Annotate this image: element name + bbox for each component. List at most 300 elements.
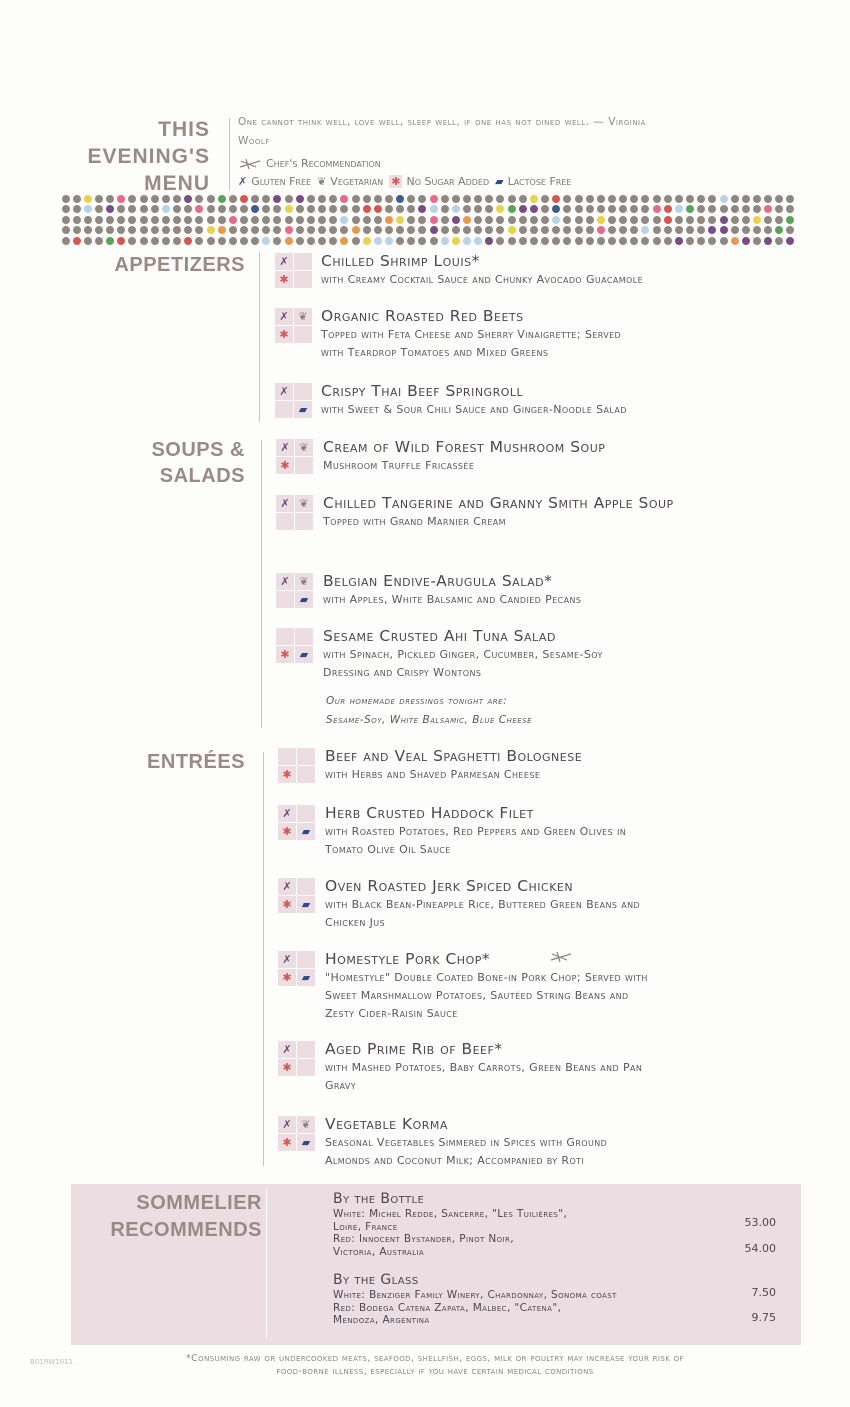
banner-dot — [140, 205, 148, 213]
wine-line: Mendoza, Argentina — [333, 1314, 430, 1326]
banner-dot — [151, 216, 159, 224]
banner-dot — [195, 216, 203, 224]
leaf-icon: ❦ — [295, 439, 313, 456]
wine-heading: By the Bottle — [333, 1191, 425, 1207]
no-sugar-icon: ✱ — [391, 175, 401, 188]
banner-dot — [530, 205, 538, 213]
chef-star-icon — [238, 158, 262, 170]
banner-dot — [117, 216, 125, 224]
wheat-icon: ✗ — [278, 1041, 296, 1058]
banner-dot — [452, 195, 460, 203]
banner-dot — [418, 226, 426, 234]
banner-dot — [173, 195, 181, 203]
banner-dot — [508, 205, 516, 213]
banner-dot — [597, 205, 605, 213]
note-line: Sesame-Soy, White Balsamic, Blue Cheese — [326, 714, 533, 726]
banner-dot — [697, 237, 705, 245]
banner-dot — [106, 195, 114, 203]
menu-item-name: Chilled Tangerine and Granny Smith Apple Soup — [323, 494, 674, 512]
banner-dot — [653, 195, 661, 203]
banner-dot — [731, 216, 739, 224]
wheat-icon: ✗ — [278, 878, 296, 895]
banner-dot — [575, 216, 583, 224]
menu-item-description: with Spinach, Pickled Ginger, Cucumber, Sesame-Soy — [323, 648, 603, 661]
sommelier-title-line: RECOMMENDS — [110, 1219, 262, 1241]
icon-cell — [295, 513, 313, 530]
banner-dot — [396, 205, 404, 213]
banner-dot — [352, 195, 360, 203]
banner-dot — [128, 226, 136, 234]
banner-dot — [285, 237, 293, 245]
banner-dot — [664, 226, 672, 234]
banner-dot — [396, 216, 404, 224]
wine-line: Victoria, Australia — [333, 1245, 425, 1258]
diet-icons — [278, 951, 316, 987]
banner-dot — [218, 216, 226, 224]
banner-dot — [296, 205, 304, 213]
banner-dot — [251, 216, 259, 224]
banner-dot — [552, 205, 560, 213]
banner-dot — [207, 226, 215, 234]
menu-item-description: with Mashed Potatoes, Baby Carrots, Green Beans and Pan — [325, 1061, 643, 1074]
banner-dot — [742, 195, 750, 203]
banner-dot — [575, 226, 583, 234]
banner-dot — [418, 216, 426, 224]
menu-title — [87, 116, 210, 197]
sommelier-divider — [266, 1188, 267, 1338]
banner-dot — [619, 205, 627, 213]
icon-cell — [297, 805, 315, 822]
banner-dot — [519, 237, 527, 245]
menu-item-name: Crispy Thai Beef Springroll — [321, 382, 524, 400]
banner-dot — [753, 216, 761, 224]
menu-item-description: Tomato Olive Oil Sauce — [325, 843, 451, 856]
banner-dot — [686, 205, 694, 213]
banner-dot — [697, 195, 705, 203]
wine-glass-group — [333, 1271, 617, 1327]
banner-dot — [407, 195, 415, 203]
banner-dot — [485, 195, 493, 203]
banner-dot — [62, 205, 70, 213]
banner-dot — [307, 195, 315, 203]
sommelier-title-line: SOMMELIER — [136, 1192, 262, 1214]
wine-line: Red: Bodega Catena Zapata, Malbec, "Catena", — [333, 1301, 562, 1314]
banner-dot — [95, 216, 103, 224]
banner-dot — [352, 237, 360, 245]
wine-line: Red: Innocent Bystander, Pinot Noir, — [333, 1233, 515, 1245]
banner-dot — [363, 216, 371, 224]
diet-icons — [275, 383, 313, 419]
banner-dot — [84, 237, 92, 245]
banner-dot — [207, 216, 215, 224]
icon-cell — [295, 457, 313, 474]
banner-dot — [463, 237, 471, 245]
banner-dot — [664, 205, 672, 213]
banner-dot — [340, 205, 348, 213]
banner-dot — [340, 195, 348, 203]
banner-dot — [463, 216, 471, 224]
banner-dot — [73, 216, 81, 224]
banner-dot — [151, 226, 159, 234]
banner-dot — [720, 205, 728, 213]
banner-dot — [563, 216, 571, 224]
banner-dot — [140, 237, 148, 245]
banner-dot — [95, 205, 103, 213]
menu-item-description: with Apples, White Balsamic and Candied Pecans — [323, 593, 582, 606]
wine-price: 9.75 — [751, 1311, 776, 1324]
banner-dot — [117, 205, 125, 213]
banner-dot — [173, 237, 181, 245]
banner-dot — [575, 237, 583, 245]
menu-item — [325, 876, 795, 932]
banner-dot — [430, 216, 438, 224]
banner-dot — [530, 195, 538, 203]
menu-item — [321, 251, 791, 289]
banner-dot — [207, 205, 215, 213]
banner-dot — [686, 237, 694, 245]
menu-item-name: Homestyle Pork Chop* — [325, 950, 491, 968]
banner-dot — [630, 195, 638, 203]
banner-dot — [496, 195, 504, 203]
banner-dot — [742, 226, 750, 234]
banner-dot — [162, 216, 170, 224]
banner-dot — [307, 216, 315, 224]
banner-dot — [441, 216, 449, 224]
banner-dot — [418, 205, 426, 213]
footer-disclaimer — [90, 1352, 780, 1378]
banner-dot — [563, 205, 571, 213]
chef-star-icon — [549, 951, 573, 963]
banner-dot — [441, 226, 449, 234]
banner-dot — [363, 205, 371, 213]
icon-cell — [297, 748, 315, 765]
banner-dot — [385, 205, 393, 213]
banner-dot — [441, 237, 449, 245]
banner-dot — [262, 205, 270, 213]
banner-dot — [675, 205, 683, 213]
banner-dot — [508, 216, 516, 224]
banner-dot — [586, 226, 594, 234]
legend-lactose-free — [495, 175, 571, 188]
banner-dot — [597, 195, 605, 203]
banner-dot — [474, 205, 482, 213]
menu-item — [325, 1039, 795, 1095]
banner-dot — [608, 226, 616, 234]
banner-dot — [697, 205, 705, 213]
banner-dot — [619, 226, 627, 234]
icon-cell — [297, 1041, 315, 1058]
banner-dot — [786, 205, 794, 213]
banner-dot — [251, 205, 259, 213]
banner-dot — [586, 205, 594, 213]
menu-item-name: Organic Roasted Red Beets — [321, 307, 524, 325]
banner-dot — [318, 216, 326, 224]
menu-item — [323, 437, 793, 475]
wine-line: Loire, France — [333, 1220, 398, 1233]
banner-dot — [396, 195, 404, 203]
banner-dot — [352, 216, 360, 224]
legend-chef-label: Chef's Recommendation — [266, 157, 381, 170]
banner-dot — [452, 237, 460, 245]
banner-dot — [195, 237, 203, 245]
banner-dot — [775, 195, 783, 203]
banner-dot — [229, 205, 237, 213]
banner-dot — [296, 195, 304, 203]
banner-dot — [385, 226, 393, 234]
title-line: THIS — [158, 118, 210, 141]
banner-dot — [731, 205, 739, 213]
menu-item-description: Dressing and Crispy Wontons — [323, 666, 482, 679]
banner-dot — [207, 237, 215, 245]
banner-dot — [318, 237, 326, 245]
banner-dot — [329, 216, 337, 224]
banner-dot — [664, 237, 672, 245]
banner-dot — [229, 216, 237, 224]
banner-dot — [775, 216, 783, 224]
legend-lactose-free-label: Lactose Free — [507, 175, 572, 188]
banner-dot — [519, 195, 527, 203]
banner-dot — [686, 195, 694, 203]
banner-dot — [106, 216, 114, 224]
banner-dot — [597, 226, 605, 234]
banner-dot — [742, 237, 750, 245]
banner-dot — [307, 226, 315, 234]
section-title-entrees — [147, 749, 245, 775]
diet-icons — [278, 748, 316, 784]
diet-icons — [275, 253, 313, 289]
banner-dot — [73, 226, 81, 234]
banner-dot — [463, 205, 471, 213]
menu-item-description: with Herbs and Shaved Parmesan Cheese — [325, 768, 541, 781]
banner-dot — [374, 226, 382, 234]
menu-item-description: Topped with Feta Cheese and Sherry Vinaigrette; Served — [321, 328, 622, 341]
cow-icon: ▰ — [297, 1134, 315, 1151]
banner-dot — [608, 195, 616, 203]
menu-code: B01RW1011 — [30, 1358, 74, 1366]
banner-dot — [586, 195, 594, 203]
banner-dot — [184, 195, 192, 203]
banner-dot — [173, 226, 181, 234]
banner-dot — [474, 226, 482, 234]
no-sugar-icon: ✱ — [278, 766, 296, 783]
banner-dot — [430, 237, 438, 245]
banner-dot — [273, 195, 281, 203]
wine-price: 53.00 — [744, 1216, 776, 1229]
dressings-note — [326, 692, 532, 730]
banner-dot — [418, 237, 426, 245]
menu-item — [323, 493, 793, 531]
banner-dot — [262, 216, 270, 224]
banner-dot — [630, 216, 638, 224]
menu-item — [325, 803, 795, 859]
banner-dot — [95, 226, 103, 234]
banner-dot — [285, 216, 293, 224]
banner-dot — [106, 205, 114, 213]
banner-dot — [496, 237, 504, 245]
diet-icons — [275, 308, 313, 344]
sommelier-title — [110, 1190, 262, 1244]
banner-dot — [653, 216, 661, 224]
icon-cell — [294, 253, 312, 270]
wheat-icon: ✗ — [278, 951, 296, 968]
menu-item — [323, 571, 793, 609]
menu-item-name: Belgian Endive-Arugula Salad* — [323, 572, 553, 590]
banner-dot — [62, 226, 70, 234]
banner-dot — [575, 195, 583, 203]
wine-bottle-group — [333, 1190, 567, 1258]
banner-dot — [496, 226, 504, 234]
banner-dot — [140, 195, 148, 203]
banner-dot — [664, 195, 672, 203]
banner-dot — [630, 237, 638, 245]
banner-dot — [530, 237, 538, 245]
banner-dot — [195, 195, 203, 203]
no-sugar-icon: ✱ — [275, 271, 293, 288]
no-sugar-icon: ✱ — [275, 326, 293, 343]
banner-dot — [128, 237, 136, 245]
banner-dot — [173, 216, 181, 224]
banner-dot — [318, 205, 326, 213]
banner-dot — [775, 237, 783, 245]
banner-dot — [563, 226, 571, 234]
banner-dot — [151, 195, 159, 203]
no-sugar-icon: ✱ — [278, 896, 296, 913]
menu-item-description: with Roasted Potatoes, Red Peppers and Green Olives in — [325, 825, 627, 838]
banner-dot — [84, 226, 92, 234]
legend-no-sugar — [389, 175, 489, 188]
disclaimer-line: food-borne illness, especially if you have certain medical conditions — [276, 1366, 594, 1377]
icon-cell — [297, 878, 315, 895]
banner-dot — [329, 237, 337, 245]
banner-dot — [374, 216, 382, 224]
banner-dot — [708, 216, 716, 224]
banner-dot — [619, 195, 627, 203]
banner-dot — [218, 226, 226, 234]
banner-dot — [441, 195, 449, 203]
banner-dot — [273, 205, 281, 213]
wine-line: White: Benziger Family Winery, Chardonnay, Sonoma coast — [333, 1289, 617, 1301]
no-sugar-icon: ✱ — [276, 457, 294, 474]
banner-dot — [296, 226, 304, 234]
banner-dot — [586, 216, 594, 224]
banner-dot — [508, 226, 516, 234]
wheat-icon: ✗ — [275, 383, 293, 400]
banner-dot — [463, 195, 471, 203]
dot-banner — [60, 194, 796, 246]
no-sugar-icon: ✱ — [278, 969, 296, 986]
banner-dot — [329, 226, 337, 234]
banner-dot — [641, 226, 649, 234]
wine-line: White: Michel Redde, Sancerre, "Les Tuilières", — [333, 1208, 568, 1220]
banner-dot — [764, 205, 772, 213]
banner-dot — [207, 195, 215, 203]
banner-dot — [363, 226, 371, 234]
banner-dot — [630, 226, 638, 234]
banner-dot — [162, 237, 170, 245]
banner-dot — [430, 205, 438, 213]
banner-dot — [775, 205, 783, 213]
banner-dot — [720, 216, 728, 224]
banner-dot — [273, 226, 281, 234]
banner-dot — [62, 195, 70, 203]
banner-dot — [552, 237, 560, 245]
banner-dot — [586, 237, 594, 245]
wheat-icon: ✗ — [275, 308, 293, 325]
banner-dot — [764, 226, 772, 234]
banner-dot — [697, 216, 705, 224]
banner-dot — [675, 216, 683, 224]
banner-dot — [619, 216, 627, 224]
legend-gluten-free-label: Gluten Free — [251, 175, 312, 188]
leaf-icon: ❦ — [317, 175, 327, 188]
legend-gluten-free — [238, 175, 311, 188]
banner-dot — [240, 237, 248, 245]
banner-dot — [675, 195, 683, 203]
diet-icons — [278, 805, 316, 841]
banner-dot — [62, 237, 70, 245]
section-divider — [263, 752, 264, 1166]
banner-dot — [786, 195, 794, 203]
banner-dot — [630, 205, 638, 213]
banner-dot — [496, 216, 504, 224]
banner-dot — [184, 216, 192, 224]
diet-icons — [278, 1116, 316, 1152]
banner-dot — [753, 205, 761, 213]
menu-item-name: Aged Prime Rib of Beef* — [325, 1040, 503, 1058]
cow-icon: ▰ — [295, 646, 313, 663]
legend-vegetarian-label: Vegetarian — [330, 175, 384, 188]
menu-item — [321, 306, 791, 362]
diet-icons — [276, 628, 314, 664]
menu-item-description: with Black Bean-Pineapple Rice, Buttered Green Beans and — [325, 898, 641, 911]
banner-dot — [708, 226, 716, 234]
banner-dot — [597, 216, 605, 224]
no-sugar-icon: ✱ — [276, 646, 294, 663]
banner-dot — [508, 195, 516, 203]
menu-item-description: with Teardrop Tomatoes and Mixed Greens — [321, 346, 549, 359]
cow-icon: ▰ — [297, 896, 315, 913]
wine-price: 54.00 — [744, 1242, 776, 1255]
diet-icons — [278, 878, 316, 914]
banner-dot — [307, 205, 315, 213]
banner-dot — [340, 226, 348, 234]
banner-dot — [786, 216, 794, 224]
wheat-icon: ✗ — [275, 253, 293, 270]
no-sugar-icon: ✱ — [278, 823, 296, 840]
banner-dot — [708, 195, 716, 203]
title-line: MENU — [144, 172, 210, 195]
banner-dot — [84, 216, 92, 224]
menu-item-description: Almonds and Coconut Milk; Accompanied by Roti — [325, 1154, 585, 1167]
banner-dot — [485, 237, 493, 245]
banner-dot — [396, 237, 404, 245]
section-divider — [261, 440, 262, 728]
banner-dot — [430, 195, 438, 203]
banner-dot — [686, 226, 694, 234]
banner-dot — [608, 216, 616, 224]
banner-dot — [641, 216, 649, 224]
banner-dot — [73, 237, 81, 245]
banner-dot — [285, 226, 293, 234]
banner-dot — [563, 195, 571, 203]
banner-dot — [273, 216, 281, 224]
menu-item — [325, 1114, 795, 1170]
banner-dot — [251, 226, 259, 234]
banner-dot — [753, 226, 761, 234]
banner-dot — [229, 237, 237, 245]
banner-dot — [352, 205, 360, 213]
section-title-line: SALADS — [159, 465, 245, 487]
